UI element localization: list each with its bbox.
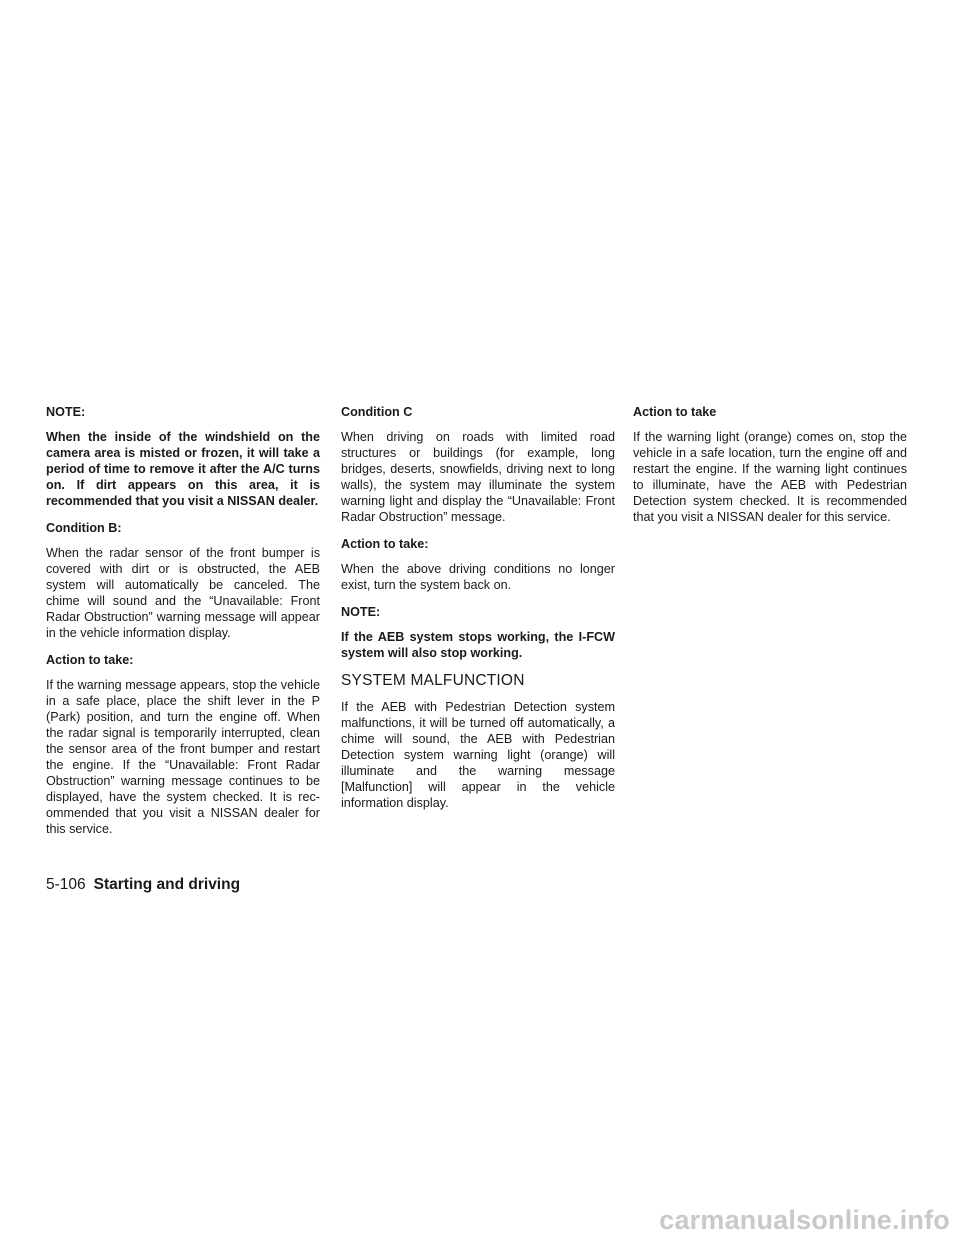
- action-text: If the warning message appears, stop the vehicle in a safe place, place the shift lever in the P (Park) position, and turn the engine off. When the radar signal is temporarily interrupted, clean the sensor area of the front bumper and restart the engine. If the “Unavailable: Front Radar Obstruction” warning message continues to be displayed, have the system checked. It is recommended that you visit a NISSAN dealer for this service.: [46, 678, 320, 836]
- column-left: [46, 404, 320, 848]
- action-heading: Action to take: [633, 405, 717, 419]
- note-text: When the inside of the windshield on the camera area is misted or frozen, it will take a period of time to remove it after the A/C turns on. If dirt appears on this area, it is recommended that you visit a NISSAN dealer.: [46, 430, 320, 508]
- page-number: 5-106: [46, 876, 86, 893]
- action-heading: Action to take:: [341, 537, 429, 551]
- condition-b-text: When the radar sensor of the front bumper is covered with dirt or is obstructed, the AEB system will automatically be canceled. The chime will sound and the “Unavailable: Front Radar Obstruction” warning message will appear in the vehicle information display.: [46, 546, 320, 640]
- note-heading: NOTE:: [46, 405, 86, 419]
- malfunction-text: If the AEB with Pedestrian Detection system malfunctions, it will be turned off automatically, a chime will sound, the AEB with Pedestrian Detection system warning light (orange) will illuminate and the warning message [Malfunction] will appear in the vehicle information display.: [341, 700, 615, 810]
- action-heading: Action to take:: [46, 653, 134, 667]
- condition-c-text: When driving on roads with limited road structures or buildings (for example, long bridges, deserts, snowfields, driving next to long walls), the system may illuminate the system warning light and display the “Unavailable: Front Radar Obstruction” message.: [341, 430, 615, 524]
- action-text: If the warning light (orange) comes on, stop the vehicle in a safe location, turn the engine off and restart the engine. If the warning light continues to illuminate, have the AEB with Pedestrian Detection system checked. It is recommended that you visit a NISSAN dealer for this service.: [633, 430, 907, 524]
- chapter-title: Starting and driving: [93, 876, 241, 893]
- column-right: [633, 404, 907, 536]
- watermark-text: carmanualsonline.info: [659, 1205, 950, 1235]
- section-title: SYSTEM MALFUNCTION: [341, 672, 525, 689]
- note-heading: NOTE:: [341, 605, 381, 619]
- page-footer: [46, 876, 240, 894]
- note-text: If the AEB system stops working, the I-FCW system will also stop working.: [341, 630, 615, 660]
- action-text: When the above driving conditions no longer exist, turn the system back on.: [341, 562, 615, 592]
- condition-b-heading: Condition B:: [46, 521, 122, 535]
- condition-c-heading: Condition C: [341, 405, 413, 419]
- column-middle: [341, 404, 615, 822]
